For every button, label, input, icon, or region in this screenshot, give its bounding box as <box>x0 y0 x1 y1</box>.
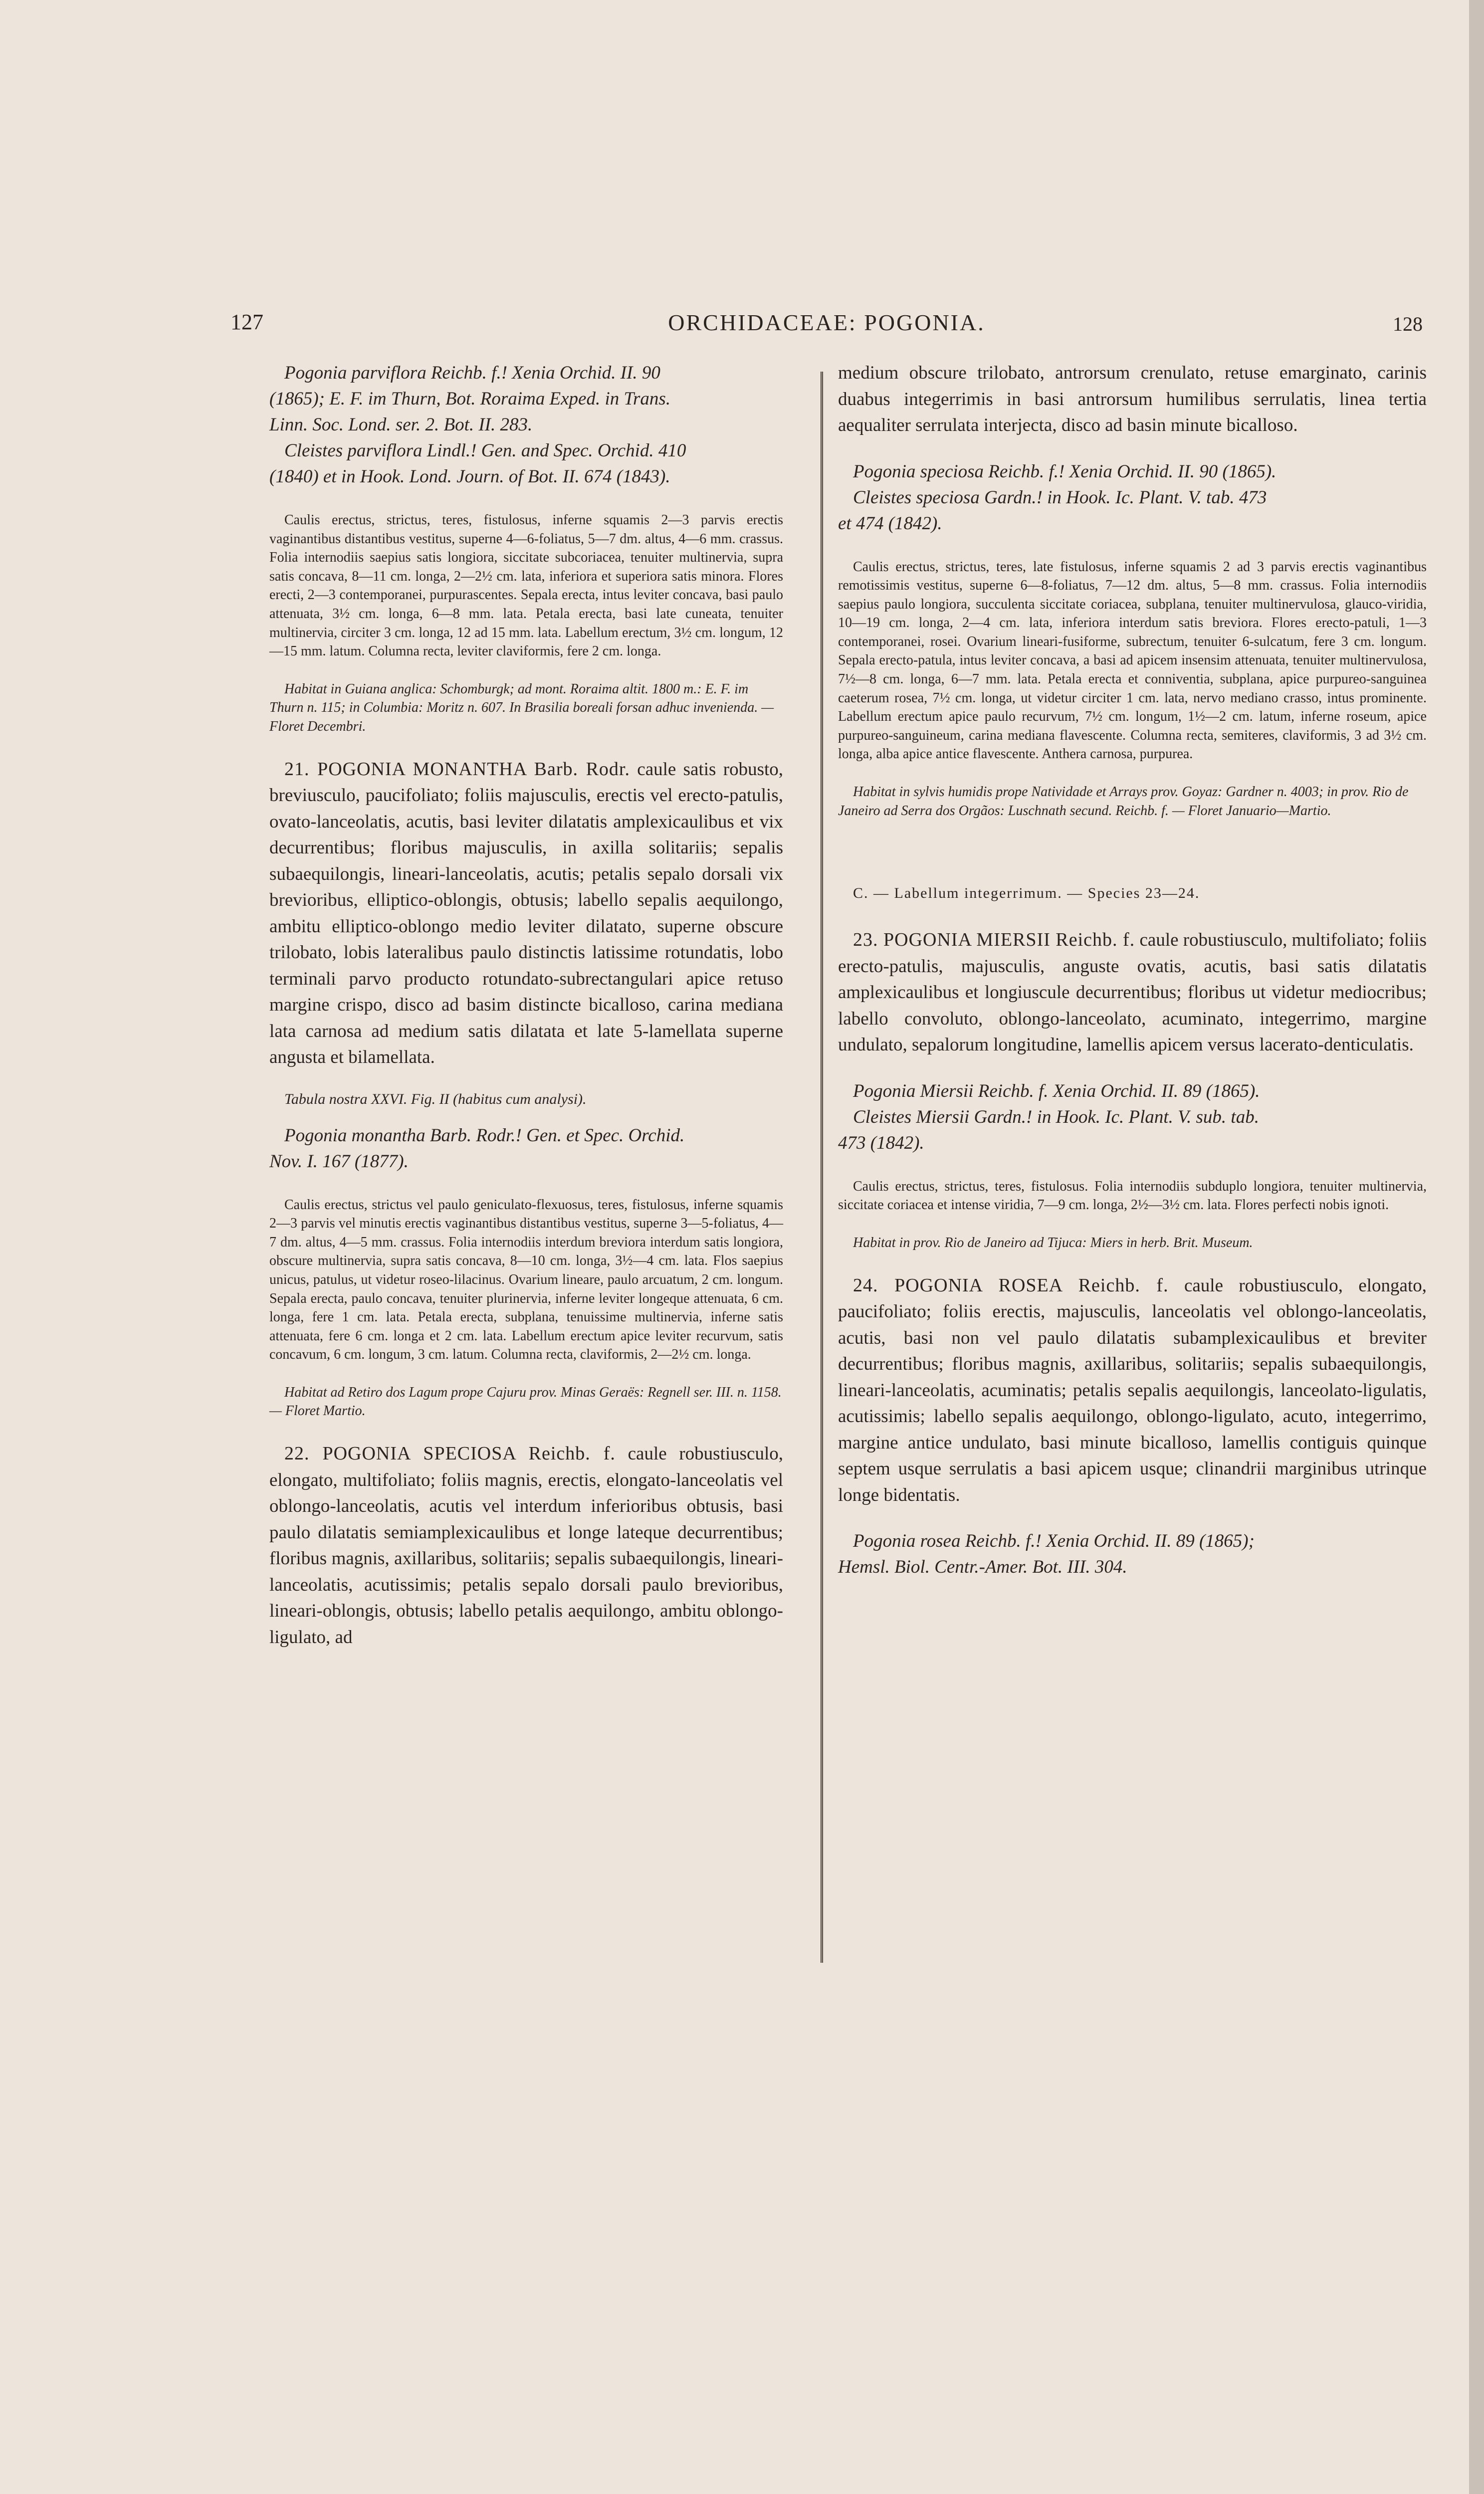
rosea-synonymy <box>838 1528 1427 1580</box>
synonym-line: Cleistes Miersii Gardn.! in Hook. Ic. Plant. V. sub. tab. <box>853 1106 1259 1127</box>
miersii-habitat: Habitat in prov. Rio de Janeiro ad Tijuca: Miers in herb. Brit. Museum. <box>853 1235 1253 1250</box>
monantha-title: 21. POGONIA MONANTHA Barb. Rodr. <box>284 758 630 780</box>
miersii-synonymy <box>838 1078 1427 1156</box>
synonym-line: Pogonia rosea Reichb. f.! Xenia Orchid. II. 89 (1865); <box>853 1531 1255 1551</box>
speciosa-diagnosis-text: caule robustiusculo, elongato, multifoliato; foliis magnis, erectis, elongato-lanceolatis vel oblongo-lanceolatis, acutis vel interdum inferioribus obtusis, basi paulo dilatatis semiamplexicaulibus et longe lateque decurrentibus; floribus magnis, axillaribus, solitariis; sepalis subaequilongis, lineari-lanceolatis, acutissimis; petalis sepalo dorsali paulo brevioribus, lineari-oblongis, obtusis; labello petalis aequilongo, ambitu oblongo-ligulato, ad <box>269 1444 783 1648</box>
speciosa-description: Caulis erectus, strictus, teres, late fistulosus, inferne squamis 2 ad 3 parvis erectis vaginantibus remotissimis vestitus, superne 6—8-foliatus, 7—12 dm. altus, 5—8 mm. crassus. Folia internodiis saepius paulo longiora, succulenta siccitate coriacea, subplana, tenuiter multinervulosa, glauco-viridia, 10—19 cm. longa, 2—4 cm. lata, inferiora interdum satis breviora. Flores erecto-patuli, 1—3 contemporanei, rosei. Ovarium lineari-fusiforme, subrectum, tenuiter 6-sulcatum, fere 3 cm. longum. Sepala erecto-patula, intus leviter concava, a basi ad apicem insensim attenuata, tenuiter multinervulosa, 7½—8 cm. longa, 6—7 mm. lata. Petala erecta et conniventia, subplana, apice purpureo-sanguinea caeterum rosea, 7½ cm. longa, ut videtur circiter 1 cm. lata, nervo mediano crasso, intus prominente. Labellum erectum apice paulo recurvum, 7½ cm. longum, 1½—2 cm. latum, inferne roseum, apice purpureo-sanguineum, carina mediana flavescente. Columna recta, semiteres, claviformis, 3 ad 3½ cm. longa, alba apice antice flavescente. Anthera carnosa, purpurea. <box>838 559 1427 762</box>
page-edge <box>1469 0 1484 2494</box>
synonym-line: Linn. Soc. Lond. ser. 2. Bot. II. 283. <box>269 415 533 435</box>
miersii-description: Caulis erectus, strictus, teres, fistulosus. Folia internodiis subduplo longiora, tenuiter multinervia, siccitate coriacea et intense viridia, 7—9 cm. longa, 2½—3½ cm. lata. Flores perfecti nobis ignoti. <box>838 1178 1427 1213</box>
left-column <box>269 360 783 1670</box>
speciosa-diagnosis <box>269 1441 783 1651</box>
right-column <box>838 360 1427 1601</box>
parviflora-synonymy <box>269 360 783 490</box>
miersii-diagnosis <box>838 927 1427 1058</box>
synonym-line: Pogonia Miersii Reichb. f. Xenia Orchid. II. 89 (1865). <box>853 1080 1260 1101</box>
speciosa-habitat: Habitat in sylvis humidis prope Natividade et Arrays prov. Goyaz: Gardner n. 4003; in prov. Rio de Janeiro ad Serra dos Orgãos: Luschnath secund. Reichb. f. — Floret Januario—Martio. <box>838 784 1409 819</box>
synonym-line: (1840) et in Hook. Lond. Journ. of Bot. II. 674 (1843). <box>269 466 670 487</box>
synonym-line: Pogonia parviflora Reichb. f.! Xenia Orchid. II. 90 <box>284 363 660 383</box>
rosea-title: 24. POGONIA ROSEA Reichb. f. <box>853 1274 1169 1296</box>
miersii-diagnosis-text: caule robustiusculo, multifoliato; foliis erecto-patulis, majusculis, anguste ovatis, acutis, basi satis dilatatis amplexicaulibus et longiuscule decurrentibus; floribus ut videtur mediocribus; labello convoluto, oblongo-lanceolato, acuminato, integerrimo, margine undulato, sepalorum longitudine, lamellis apicem versus lacerato-denticulatis. <box>838 930 1427 1055</box>
monantha-tabula: Tabula nostra XXVI. Fig. II (habitus cum analysi). <box>284 1090 587 1107</box>
page-header <box>230 309 1423 344</box>
column-divider <box>821 372 823 1963</box>
synonym-line: 473 (1842). <box>838 1132 924 1153</box>
speciosa-synonymy <box>838 459 1427 537</box>
monantha-description: Caulis erectus, strictus vel paulo geniculato-flexuosus, teres, fistulosus, inferne squamis 2—3 parvis vel minutis erectis vaginantibus distantibus vestitus, superne 3—5-foliatus, 4—7 dm. altus, 4—5 mm. crassus. Folia internodiis interdum breviora interdum satis longiora, obscure multinervia, supra satis concava, 8—10 cm. longa, 3½—4 cm. lata. Flos saepius unicus, patulus, ut videtur roseo-lilacinus. Ovarium lineare, paulo arcuatum, 2 cm. longum. Sepala erecta, paulo concava, tenuiter plurinervia, inferne leviter longeque attenuata, 6 cm. longa, fere 1 cm. lata. Petala erecta, subplana, tenuissime multinervia, inferne satis attenuata, fere 6 cm. longa et 2 cm. lata. Labellum erectum apice leviter recurvum, satis concavum, 6 cm. longum, 3 cm. latum. Columna recta, claviformis, 2—2½ cm. longa. <box>269 1197 783 1363</box>
page-number-right: 128 <box>1393 313 1423 335</box>
speciosa-title: 22. POGONIA SPECIOSA Reichb. f. <box>284 1443 616 1464</box>
synonym-line: Cleistes parviflora Lindl.! Gen. and Spec. Orchid. 410 <box>284 440 686 461</box>
synonym-line: Pogonia monantha Barb. Rodr.! Gen. et Spec. Orchid. <box>284 1125 685 1146</box>
page-number-left: 127 <box>230 310 263 334</box>
monantha-diagnosis <box>269 756 783 1071</box>
monantha-synonymy <box>269 1123 783 1175</box>
synonym-line: et 474 (1842). <box>838 513 942 534</box>
miersii-title: 23. POGONIA MIERSII Reichb. f. <box>853 929 1135 951</box>
synonym-line: (1865); E. F. im Thurn, Bot. Roraima Exped. in Trans. <box>269 389 671 409</box>
section-c-heading: C. — Labellum integerrimum. — Species 23—24. <box>853 885 1200 902</box>
parviflora-description: Caulis erectus, strictus, teres, fistulosus, inferne squamis 2—3 parvis erectis vaginantibus distantibus vestitus, superne 4—6-foliatus, 5—7 dm. altus, 4—6 mm. crassus. Folia internodiis saepius satis longiora, siccitate subcoriacea, tenuiter multinervia, supra satis concava, 8—11 cm. longa, 2—2½ cm. lata, inferiora et superiora satis minora. Flores erecti, 2—3 contemporanei, purpurascentes. Sepala erecta, intus leviter concava, basi paulo attenuata, 3½ cm. longa, 6—8 mm. lata. Petala erecta, basi late cuneata, tenuiter multinervia, circiter 3 cm. longa, 12 ad 15 mm. lata. Labellum erectum, 3½ cm. longum, 12—15 mm. latum. Columna recta, leviter claviformis, fere 2 cm. longa. <box>269 512 783 659</box>
running-title: ORCHIDACEAE: POGONIA. <box>668 310 985 335</box>
synonym-line: Hemsl. Biol. Centr.-Amer. Bot. III. 304. <box>838 1557 1127 1577</box>
synonym-line: Cleistes speciosa Gardn.! in Hook. Ic. Plant. V. tab. 473 <box>853 487 1267 508</box>
monantha-diagnosis-text: caule satis robusto, breviusculo, paucifoliato; foliis majusculis, erectis vel erecto-patulis, ovato-lanceolatis, acutis, basi leviter dilatatis amplexicaulibus et vix decurrentibus; floribus majusculis, in axilla solitariis; sepalis subaequilongis, lineari-lanceolatis, acutis; petalis sepalo dorsali vix brevioribus, elliptico-oblongis, obtusis; labello sepalis aequilongo, ambitu elliptico-oblongo medio leviter dilatato, superne obscure trilobato, lobis lateralibus paulo distinctis latissime rotundatis, lobo terminali parvo producto rotundato-subrectangulari apice retuso margine crispo, disco ad basim distincte bicalloso, carina mediana lata carnosa ad medium satis dilatata et late 5-lamellata superne angusta et bilamellata. <box>269 759 783 1068</box>
monantha-habitat: Habitat ad Retiro dos Lagum prope Cajuru prov. Minas Geraës: Regnell ser. III. n. 1158. — Floret Martio. <box>269 1384 782 1419</box>
speciosa-diagnosis-end: medium obscure trilobato, antrorsum crenulato, retuse emarginato, carinis duabus integerrimis in basi antrorsum humilibus serrulatis, linea tertia aequaliter serrulata interjecta, disco ad basin minute bicalloso. <box>838 363 1427 435</box>
synonym-line: Nov. I. 167 (1877). <box>269 1151 409 1172</box>
rosea-diagnosis-text: caule robustiusculo, elongato, paucifoliato; foliis erectis, majusculis, lanceolatis vel oblongo-lanceolatis, acutis, basi non vel paulo dilatatis subamplexicaulibus et breviter decurrentibus; floribus magnis, axillaribus, solitariis; sepalis subaequilongis, lineari-lanceolatis, acuminatis; petalis sepalis aequilongis, lanceolato-ligulatis, acutissimis; labello sepalis aequilongo, oblongo-ligulato, acuto, integerrimo, margine antice undulato, basi minute bicalloso, lamellis contiguis quinque septem usque serrulatis a basi apicem usque; clinandrii marginibus utrinque longe bidentatis. <box>838 1275 1427 1505</box>
parviflora-habitat: Habitat in Guiana anglica: Schomburgk; ad mont. Roraima altit. 1800 m.: E. F. im Thurn n. 115; in Columbia: Moritz n. 607. In Brasilia boreali forsan adhuc invenienda. — Floret Decembri. <box>269 681 774 734</box>
synonym-line: Pogonia speciosa Reichb. f.! Xenia Orchid. II. 90 (1865). <box>853 461 1276 482</box>
rosea-diagnosis <box>838 1272 1427 1509</box>
